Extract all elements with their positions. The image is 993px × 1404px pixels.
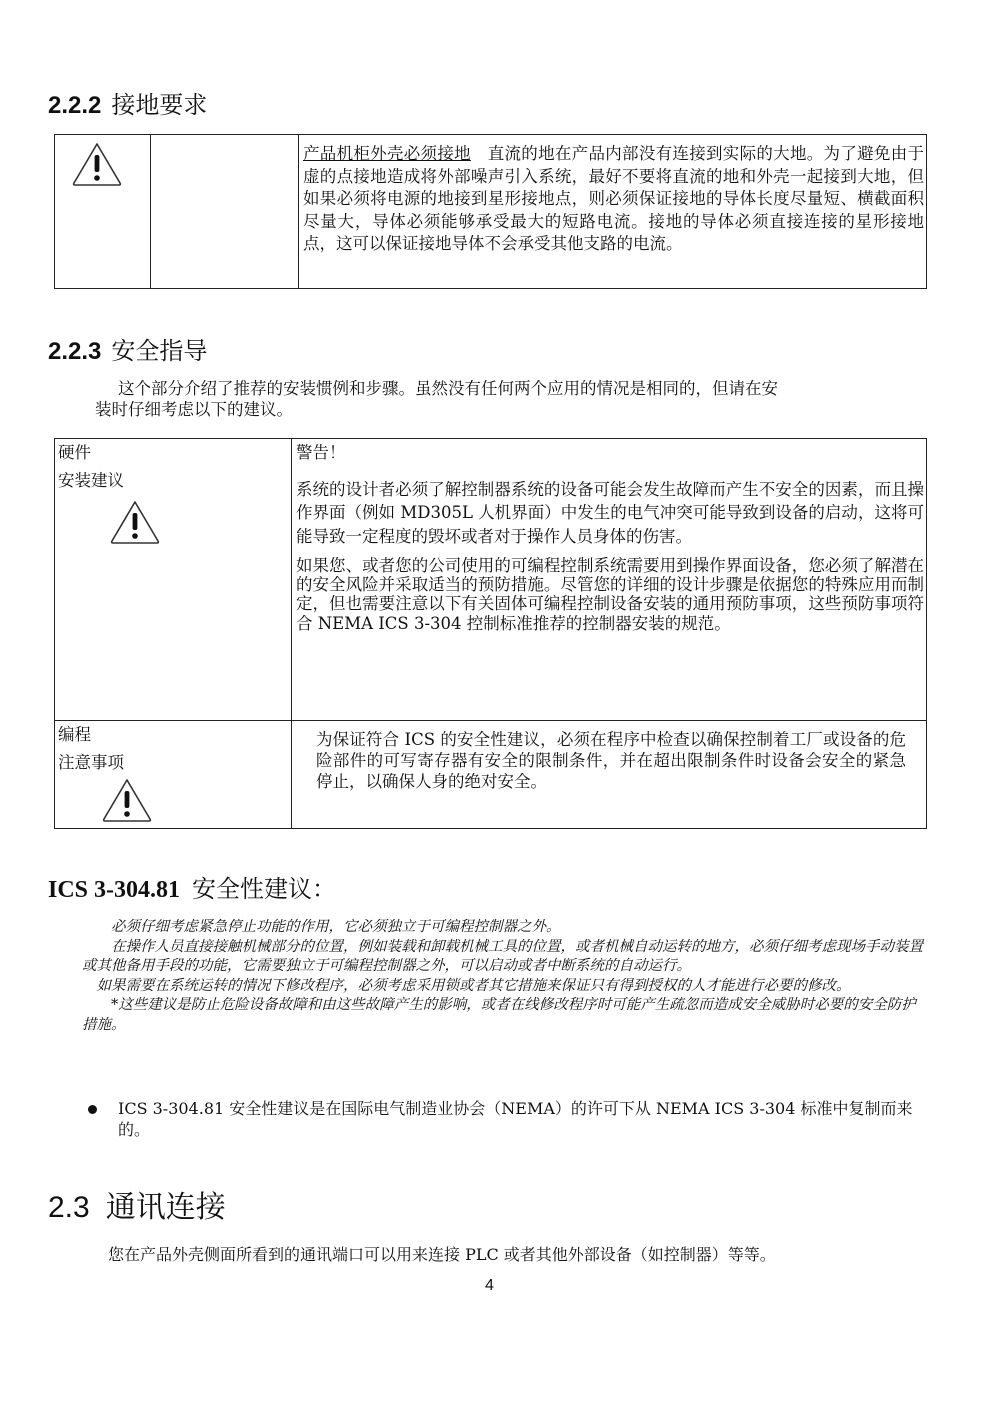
ics-line: 如果需要在系统运转的情况下修改程序，必须考虑采用锁或者其它措施来保证只有得到授权的人才能进行必要的修改。 — [82, 977, 851, 994]
empty-cell — [151, 135, 299, 289]
ics-recommendations — [82, 918, 924, 1035]
hardware-para-1: 系统的设计者必须了解控制器系统的设备可能会发生故障而产生不安全的因素，而且操作界面（例如 MD305L 人机界面）中发生的电气冲突可能导致到设备的启动，这将可能导致一定程度的毁坏或者对于操作人员身体的伤害。 — [296, 479, 924, 546]
grounding-table — [54, 134, 927, 289]
heading-title: 接地要求 — [111, 91, 208, 119]
bullet-text: ICS 3-304.81 安全性建议是在国际电气制造业协会（NEMA）的许可下从 NEMA ICS 3-304 标准中复制而来的。 — [118, 1099, 913, 1139]
ics-title: 安全性建议： — [192, 875, 337, 903]
grounding-underlined: 产品机柜外壳必须接地 — [303, 144, 471, 163]
warning-cell — [55, 135, 151, 289]
heading-2-2-3 — [48, 336, 207, 367]
hardware-para-2: 如果您、或者您的公司使用的可编程控制系统需要用到操作界面设备，您必须了解潜在的安全风险并采取适当的预防措施。尽管您的详细的设计步骤是依据您的特殊应用而制定，但也需要注意以下有关固体可编程控制设备安装的通用预防事项，这些预防事项符合 NEMA ICS 3-304 控制标准推荐的控制器安装的规范。 — [296, 556, 924, 633]
ics-line: *这些建议是防止危险设备故障和由这些故障产生的影响，或者在线修改程序时可能产生疏忽而造成安全威胁时必要的安全防护措施。 — [82, 997, 916, 1033]
hardware-label-cell — [55, 439, 292, 721]
heading-2-2-2 — [48, 90, 207, 121]
ics-code: ICS 3-304.81 — [48, 877, 181, 903]
heading-number: 2.3 — [48, 1191, 90, 1224]
bullet-item — [88, 1098, 926, 1140]
page-number: 4 — [485, 1277, 494, 1294]
warning-title: 警告！ — [296, 443, 346, 462]
intro-line-1: 这个部分介绍了推荐的安装惯例和步骤。虽然没有任何两个应用的情况是相同的，但请在安 — [118, 379, 778, 398]
hardware-label-1: 硬件 — [58, 443, 91, 462]
bullet-dot — [88, 1105, 97, 1114]
heading-title: 安全指导 — [111, 337, 208, 365]
heading-number: 2.2.2 — [48, 92, 102, 119]
ics-line: 必须仔细考虑紧急停止功能的作用，它必须独立于可编程控制器之外。 — [82, 919, 561, 935]
grounding-text-cell — [299, 135, 927, 289]
warning-icon — [109, 499, 161, 545]
programming-label-1: 编程 — [58, 725, 91, 744]
warning-icon — [71, 141, 123, 187]
programming-label-cell — [55, 721, 292, 829]
heading-title: 通讯连接 — [105, 1190, 226, 1225]
programming-label-2: 注意事项 — [58, 753, 124, 772]
warning-icon — [101, 777, 153, 823]
ics-heading — [48, 874, 336, 905]
heading-number: 2.2.3 — [48, 338, 102, 365]
hardware-text-cell — [292, 439, 927, 721]
safety-table — [54, 438, 927, 829]
ics-line: 在操作人员直接接触机械部分的位置，例如装载和卸载机械工具的位置，或者机械自动运转的地方，必须仔细考虑现场手动装置或其他备用手段的功能，它需要独立于可编程控制器之外，可以启动或者中断系统的自动运行。 — [82, 938, 923, 974]
grounding-body: 直流的地在产品内部没有连接到实际的大地。为了避免由于虚的点接地造成将外部噪声引入系统，最好不要将直流的地和外壳一起接到大地，但如果必须将电源的地接到星形接地点，则必须保证接地的导体长度尽量短、横截面积尽量大，导体必须能够承受最大的短路电流。接地的导体必须直接连接的星形接地点，这可以保证接地导体不会承受其他支路的电流。 — [303, 144, 925, 253]
comm-text: 您在产品外壳侧面所看到的通讯端口可以用来连接 PLC 或者其他外部设备（如控制器）等等。 — [108, 1245, 776, 1264]
programming-text: 为保证符合 ICS 的安全性建议，必须在程序中检查以确保控制着工厂或设备的危险部件的可写寄存器有安全的限制条件，并在超出限制条件时设备会安全的紧急停止，以确保人身的绝对安全。 — [316, 730, 906, 791]
hardware-label-2: 安装建议 — [58, 471, 124, 490]
heading-2-3 — [48, 1190, 226, 1226]
intro-line-2: 装时仔细考虑以下的建议。 — [95, 400, 293, 419]
programming-text-cell — [292, 721, 927, 829]
